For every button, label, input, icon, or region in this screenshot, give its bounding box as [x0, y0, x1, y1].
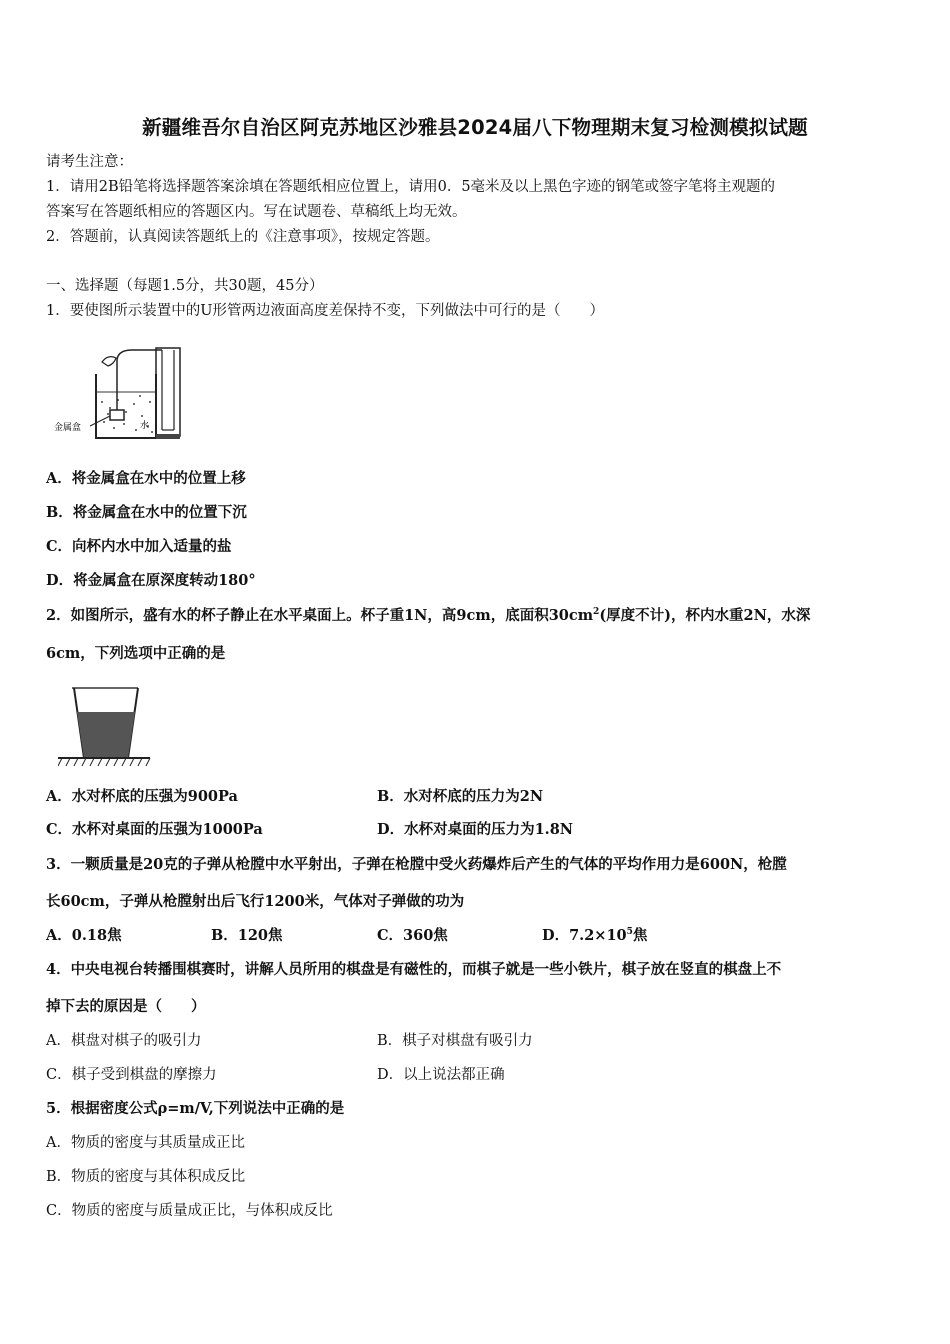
q5-option-b: B．物质的密度与其体积成反比: [46, 1169, 246, 1185]
section-heading: 一、选择题（每题1.5分，共30题，45分）: [46, 278, 324, 294]
notice-line-2: 答案写在答题纸相应的答题区内。写在试题卷、草稿纸上均无效。: [46, 204, 467, 220]
q3-option-c: C．360焦: [377, 927, 448, 944]
q1-option-c: C．向杯内水中加入适量的盐: [46, 538, 232, 555]
figure-label-metal-box: 金属盒: [54, 423, 82, 433]
notice-heading: 请考生注意：: [46, 154, 133, 170]
cup-on-table-figure: [58, 680, 154, 772]
q3-option-d: D．$7.2\times 10^5$焦: [542, 927, 648, 944]
q2-option-b: B．水对杯底的压力为2N: [377, 788, 544, 805]
q4-option-b: B．棋子对棋盘有吸引力: [377, 1033, 533, 1049]
q2-option-c: C．水杯对桌面的压强为1000Pa: [46, 821, 263, 838]
q4-option-a: A．棋盘对棋子的吸引力: [46, 1033, 202, 1049]
q2-stem-line-2: 6cm，下列选项中正确的是: [46, 645, 226, 662]
q3-option-b: B．120焦: [211, 927, 283, 944]
q1-option-d: D．将金属盒在原深度转动180°: [46, 572, 256, 589]
q5-option-a: A．物质的密度与其质量成正比: [46, 1135, 245, 1151]
notice-line-1: 1．请用2B铅笔将选择题答案涂填在答题纸相应位置上，请用0．5毫米及以上黑色字迹的钢笔或签字笔将主观题的: [46, 179, 776, 195]
notice-line-3: 2．答题前，认真阅读答题纸上的《注意事项》，按规定答题。: [46, 229, 440, 245]
q3-stem-line-2: 长60cm，子弹从枪膛射出后飞行1200米，气体对子弹做的功为: [46, 893, 465, 910]
q1-option-a: A．将金属盒在水中的位置上移: [46, 470, 246, 487]
q5-option-c: C．物质的密度与质量成正比，与体积成反比: [46, 1203, 333, 1219]
q4-option-d: D．以上说法都正确: [377, 1067, 505, 1083]
q1-stem: 1．要使图所示装置中的U形管两边液面高度差保持不变，下列做法中可行的是（ ）: [46, 303, 604, 319]
q2-option-a: A．水对杯底的压强为900Pa: [46, 788, 238, 805]
q2-option-d: D．水杯对桌面的压力为1.8N: [377, 821, 574, 838]
figure-label-water: 水: [140, 421, 150, 431]
q2-stem-line-1: 2．如图所示，盛有水的杯子静止在水平桌面上。杯子重1N，高9cm，底面积$30cm^2$(厚度不计)，杯内水重2N，水深: [46, 607, 811, 624]
q4-option-c: C．棋子受到棋盘的摩擦力: [46, 1067, 217, 1083]
q4-stem-line-2: 掉下去的原因是（ ）: [46, 998, 206, 1015]
page-title: 新疆维吾尔自治区阿克苏地区沙雅县2024届八下物理期末复习检测模拟试题: [142, 116, 808, 139]
q4-stem-line-1: 4．中央电视台转播围棋赛时，讲解人员所用的棋盘是有磁性的，而棋子就是一些小铁片，棋子放在竖直的棋盘上不: [46, 961, 782, 978]
q3-option-a: A．0.18焦: [46, 927, 122, 944]
q1-option-b: B．将金属盒在水中的位置下沉: [46, 504, 247, 521]
u-tube-apparatus-figure: [52, 342, 182, 442]
q3-stem-line-1: 3．一颗质量是20克的子弹从枪膛中水平射出，子弹在枪膛中受火药爆炸后产生的气体的平均作用力是600N，枪膛: [46, 856, 787, 873]
q5-stem: 5．根据密度公式ρ=m/V,下列说法中正确的是: [46, 1100, 345, 1117]
